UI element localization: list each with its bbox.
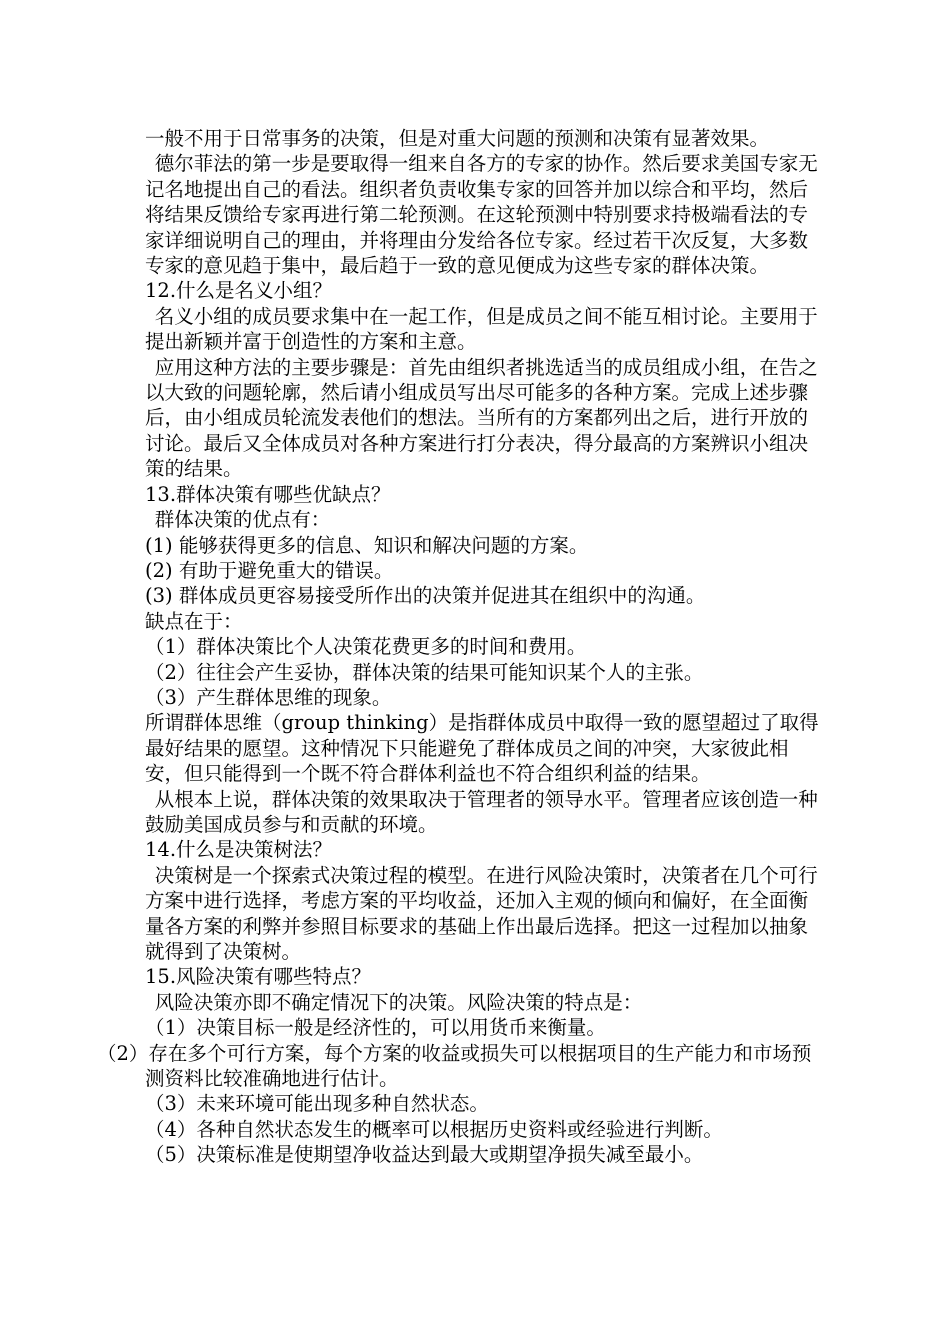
list-item-risk-1: （1）决策目标一般是经济性的，可以用货币来衡量。: [145, 1016, 606, 1040]
paragraph-delphi-intro: 一般不用于日常事务的决策，但是对重大问题的预测和决策有显著效果。: [145, 127, 770, 150]
list-item-advantage-2: (2) 有助于避免重大的错误。: [145, 558, 394, 582]
list-item-advantage-3: (3) 群体成员更容易接受所作出的决策并促进其在组织中的沟通。: [145, 584, 706, 608]
heading-q12: 12.什么是名义小组？: [145, 279, 333, 303]
list-item-risk-5: （5）决策标准是使期望净收益达到最大或期望净损失减至最小。: [145, 1143, 704, 1167]
list-item-disadvantage-3: （3）产生群体思维的现象。: [145, 685, 392, 709]
heading-q14: 14.什么是决策树法？: [145, 838, 333, 862]
paragraph-group-thinking: 所谓群体思维（group thinking）是指群体成员中取得一致的愿望超过了取得最好结果的愿望。这种情况下只能避免了群体成员之间的冲突，大家彼此相安，但只能得到一个既不符合群体利益也不符合组织利益的结果。: [145, 711, 819, 786]
list-item-risk-3: （3）未来环境可能出现多种自然状态。: [145, 1092, 489, 1116]
paragraph-nominal-group-steps: 应用这种方法的主要步骤是：首先由组织者挑选适当的成员组成小组，在告之以大致的问题轮廓，然后请小组成员写出尽可能多的各种方案。完成上述步骤后，由小组成员轮流发表他们的想法。当所有的方案都列出之后，进行开放的讨论。最后又全体成员对各种方案进行打分表决，得分最高的方案辨识小组决策的结果。: [145, 355, 818, 481]
paragraph-decision-tree: 决策树是一个探索式决策过程的模型。在进行风险决策时，决策者在几个可行方案中进行选择，考虑方案的平均收益，还加入主观的倾向和偏好，在全面衡量各方案的利弊并参照目标要求的基础上作出最后选择。把这一过程加以抽象就得到了决策树。: [145, 863, 818, 963]
list-item-advantage-1: (1) 能够获得更多的信息、知识和解决问题的方案。: [145, 533, 589, 557]
paragraph-nominal-group-def: 名义小组的成员要求集中在一起工作，但是成员之间不能互相讨论。主要用于提出新颖并富于创造性的方案和主意。: [145, 304, 818, 354]
heading-q13: 13.群体决策有哪些优缺点？: [145, 482, 391, 506]
list-item-risk-4: （4）各种自然状态发生的概率可以根据历史资料或经验进行判断。: [145, 1117, 723, 1141]
paragraph-group-decision-effect: 从根本上说，群体决策的效果取决于管理者的领导水平。管理者应该创造一种鼓励美国成员参与和贡献的环境。: [145, 787, 818, 836]
paragraph-risk-intro: 风险决策亦即不确定情况下的决策。风险决策的特点是：: [154, 990, 643, 1014]
paragraph-disadvantages-intro: 缺点在于：: [145, 609, 243, 633]
list-item-disadvantage-1: （1）群体决策比个人决策花费更多的时间和费用。: [145, 635, 587, 659]
list-item-disadvantage-2: （2）往往会产生妥协，群体决策的结果可能知识某个人的主张。: [145, 660, 704, 684]
heading-q15: 15.风险决策有哪些特点？: [145, 965, 372, 989]
paragraph-delphi-steps: 德尔菲法的第一步是要取得一组来自各方的专家的协作。然后要求美国专家无记名地提出自己的看法。组织者负责收集专家的回答并加以综合和平均，然后将结果反馈给专家再进行第二轮预测。在这轮预测中特别要求持极端看法的专家详细说明自己的理由，并将理由分发给各位专家。经过若干次反复，大多数专家的意见趋于集中，最后趋于一致的意见便成为这些专家的群体决策。: [145, 152, 818, 278]
paragraph-advantages-intro: 群体决策的优点有：: [154, 508, 331, 532]
document-body: [97, 126, 825, 1168]
list-item-risk-2: （2）存在多个可行方案，每个方案的收益或损失可以根据项目的生产能力和市场预测资料比较准确地进行估计。: [97, 1041, 812, 1091]
